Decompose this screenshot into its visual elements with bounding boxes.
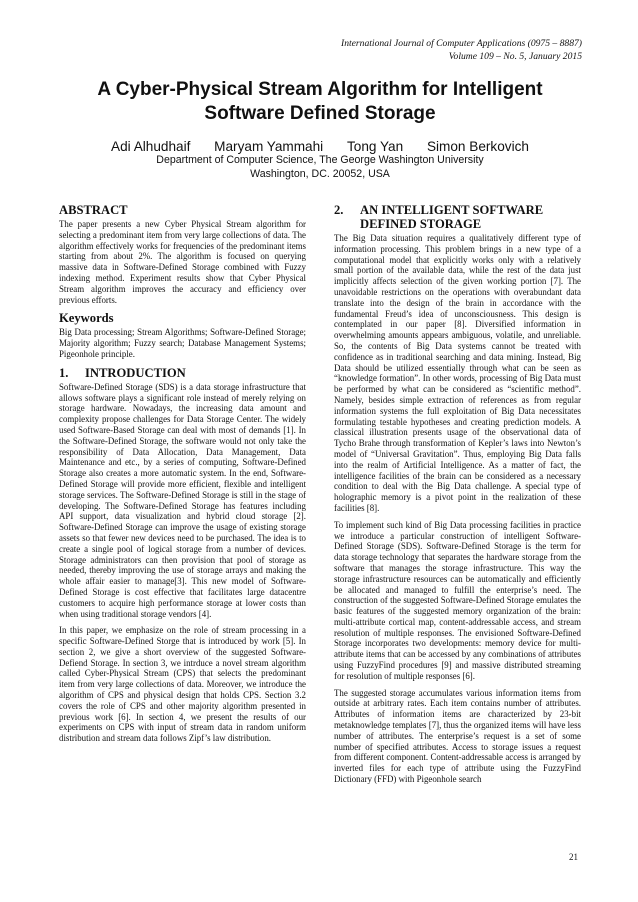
author-list bbox=[40, 138, 600, 155]
right-column bbox=[334, 203, 581, 843]
paper-title-line-1: A Cyber-Physical Stream Algorithm for Intelligent bbox=[97, 79, 543, 100]
section-title bbox=[360, 203, 543, 231]
introduction-paragraph-1: Software-Defined Storage (SDS) is a data storage infrastructure that allows software plays a significant role instead of merely relying on storage hardware. Nowadays, the increasing data amount and complexity propose challenges for Data Storage Center. The widely used Software-Based Storage can deal with most of demands [1]. In the Software-Defined Storage, the software would not only take the responsibility of Data Allocation, Data Management, Data Maintenance and etc., by a series of computing, Software-Defined Storage also creates a more automatic system. In the end, Software-Defined Storage will provide more efficient, flexible and intelligent storage services. The Software-Defined Storage is still in the stage of developing. The Software-Defined Storage has features including API support, data visualization and hybrid cloud storage [2]. Software-Defined Storage can improve the usage of existing storage assets so that fewer new devices need to be purchased. The idea is to create a single pool of logical storage from a number of devices. Storage administrators can then provision that pool of storage as needed, thereby improving the use of storage arrays and making the whole affair easier to manage[3]. This new model of Software-Defined Storage is cost effective that facilitates large datacentre customers to acquire high performance storage at lower costs than when using traditional storage vendors [4]. bbox=[59, 381, 306, 619]
affiliation bbox=[40, 154, 600, 181]
author-name: Adi Alhudhaif bbox=[111, 139, 191, 154]
section2-paragraph-3: The suggested storage accumulates various information items from outside at arbitrary rates. Each item contains number of attributes. Attributes of information items are characterized by 23-bit metaknowledge templates [7], thus the organized items will have less number of attributes. The enterprise’s request is a set of some number of specified attributes. Access to storage issues a request from different component. Content-addressable access is arranged by inverted files for each type of attribute using the FuzzyFind Dictionary (FFD) with Pigeonhole search bbox=[334, 687, 581, 785]
section-title: INTRODUCTION bbox=[85, 365, 186, 380]
section-number: 1. bbox=[59, 365, 69, 380]
author-name: Maryam Yammahi bbox=[214, 139, 324, 154]
affiliation-line-2: Washington, DC. 20052, USA bbox=[250, 167, 390, 180]
section-title-line-2: DEFINED STORAGE bbox=[360, 217, 482, 231]
author-name: Simon Berkovich bbox=[426, 139, 529, 154]
keywords-heading: Keywords bbox=[59, 311, 114, 326]
journal-header bbox=[341, 38, 582, 63]
section2-heading bbox=[334, 203, 581, 231]
paper-title bbox=[40, 78, 600, 126]
page-number: 21 bbox=[569, 852, 578, 862]
introduction-paragraph-2: In this paper, we emphasize on the role of stream processing in a specific Software-Defined Storge that is introduced by work [5]. In section 2, we give a short overview of the suggested Software-Defiend Storage. In section 3, we intrduce a novel stream algorithm called Cyber-Physical Stream (CPS) that selects the predominant item from very large collections of data. Moreover, we introduce the algorithm of CPS and physical design that holds CPS. Section 3.2 covers the role of CPS and other majority algorithm presented in previous work [6]. In section 4, we present the results of our experiments on CPS with input of stream data in random uniform distribution and stream data follows Zipf’s law distribution. bbox=[59, 625, 306, 744]
keywords-text: Big Data processing; Stream Algorithms; Software-Defined Storage; Majority algorithm; Fuzzy search; Database Management Systems; Pigeonhole principle. bbox=[59, 327, 306, 359]
section-number: 2. bbox=[334, 203, 344, 217]
introduction-heading bbox=[59, 366, 306, 380]
abstract-heading: ABSTRACT bbox=[59, 203, 128, 217]
journal-volume: Volume 109 – No. 5, January 2015 bbox=[448, 50, 582, 62]
author-name: Tong Yan bbox=[346, 139, 404, 154]
section2-paragraph-2: To implement such kind of Big Data processing facilities in practice we introduce a particular construction of intelligent Software-Defined Storage (SDS). Software-Defined Storage is the term for data storage technology that separates the hardware storage from the software that manages the storage infrastructure. This way the storage infrastructure resources can be automatically and efficiently be allocated and managed to fulfill the enterprise’s need. The construction of the suggested Software-Defined Storage emulates the basic features of the suggested memory organization of the brain: multi-attribute cortical map, content-addressable access, and stream resolution of multiple responses. The envisioned Software-Defined Storage incorporates two developments: memory device for multi-attribute items that can be accessed by any combinations of attributes using FuzzyFind procedures [9] and massive distributed streaming for resolution of multiple responses [6]. bbox=[334, 519, 581, 681]
affiliation-line-1: Department of Computer Science, The George Washington University bbox=[156, 154, 484, 166]
abstract-text: The paper presents a new Cyber Physical Stream algorithm for selecting a predominant item from very large collections of data. The algorithm effectively works for frequencies of the predominant items starting from about 2%. The algorithm is focused on querying massive data in Software-Defined Storage combined with Fuzzy indexing method. Experiment results show that Cyber Physical Stream algorithm improves the accuracy and efficiency over previous efforts. bbox=[59, 219, 306, 305]
paper-title-line-2: Software Defined Storage bbox=[204, 103, 436, 124]
journal-name: International Journal of Computer Applications (0975 – 8887) bbox=[341, 38, 582, 49]
left-column bbox=[59, 203, 306, 823]
section-title-line-1: AN INTELLIGENT SOFTWARE bbox=[360, 203, 544, 217]
section2-paragraph-1: The Big Data situation requires a qualitatively different type of information processing. This problem brings in a new type of a computational model that explicitly works only with a relatively small portion of the available data, while the rest of the data just implicitly affects selection of the given working portion [7]. The unavoidable restrictions on the operations with overabundant data translate into the design of the brain in accordance with the fundamental Freud’s idea of unconsciousness. This design is contemplated in our paper [8]. Diversified information in overwhelming amounts appears ambiguous, volatile, and unreliable. So, the contents of Big Data systems cannot be treated with confidence as in traditional searching and data mining. Instead, Big Data should be utilized essentially through what can be seen as “knowledge formation”. In other words, processing of Big Data must be performed by what can be considered as “scientific method”. Namely, besides simple extraction of references as from regular information systems the full exploitation of Big Data necessitates formulating testable hypotheses and creating prediction models. A classical illustration presents usage of the observational data of Tycho Brahe through transformation of Kepler’s laws into Newton’s model of “Universal Gravitation”. Thus, employing Big Data falls into the realm of Artificial Intelligence. As a matter of fact, the intelligence facilities of the brain can be considered as a necessary condition to deal with the Big Data challenge. A special type of holographic memory is a pivot point in the realization of these facilities [8]. bbox=[334, 233, 581, 513]
